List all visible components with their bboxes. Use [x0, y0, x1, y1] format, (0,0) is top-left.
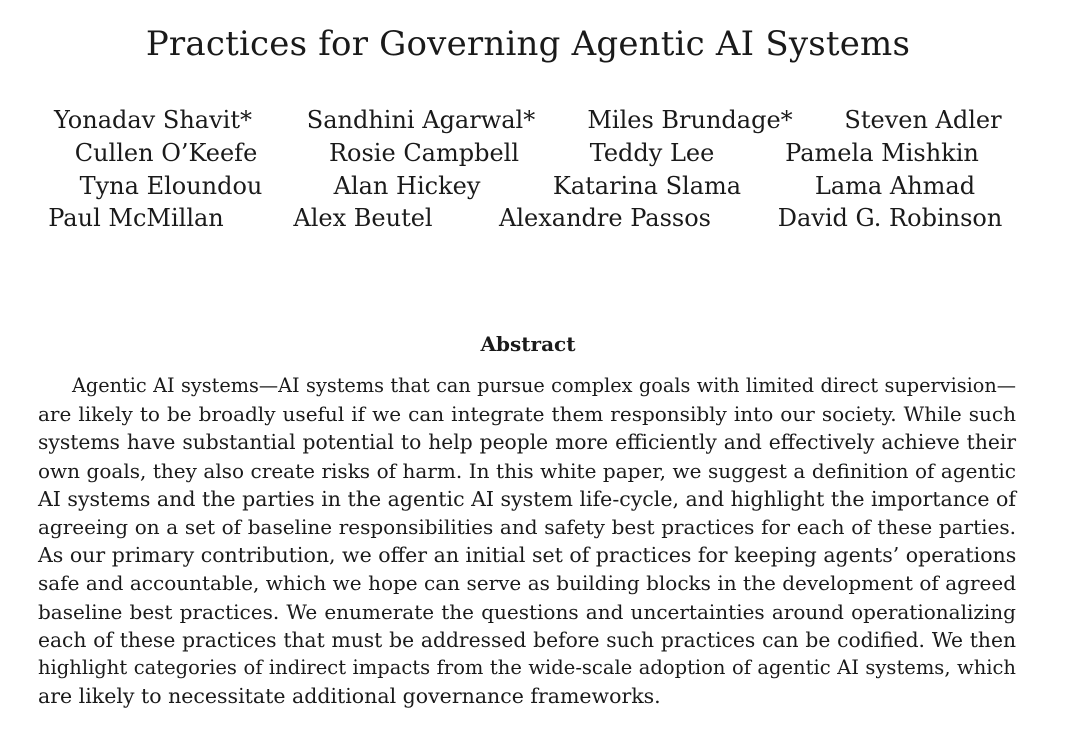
author-name: Teddy Lee: [589, 139, 715, 167]
author-name: Pamela Mishkin: [785, 139, 979, 167]
author-name: Yonadav Shavit*: [54, 106, 252, 134]
abstract-body: [38, 372, 1016, 710]
author-name: Alex Beutel: [293, 204, 433, 232]
abstract-line: As our primary contribution, we offer an initial set of practices for keeping agents’ operations: [38, 543, 1017, 568]
abstract-line: are likely to necessitate additional governance frameworks.: [38, 684, 661, 709]
author-name: Alexandre Passos: [499, 204, 711, 232]
abstract-line: systems have substantial potential to help people more efficiently and effectively achieve their: [38, 430, 1016, 455]
author-name: Lama Ahmad: [814, 172, 976, 200]
author-name: Miles Brundage*: [587, 106, 793, 134]
abstract-line: Agentic AI systems—AI systems that can pursue complex goals with limited direct supervision—: [72, 374, 1016, 397]
abstract-line: safe and accountable, which we hope can serve as building blocks in the development of agreed: [38, 571, 1016, 596]
author-name: Tyna Eloundou: [79, 172, 263, 200]
author-name: Cullen O’Keefe: [74, 139, 258, 167]
abstract-line: highlight categories of indirect impacts from the wide-scale adoption of agentic AI systems, which: [38, 655, 1016, 679]
author-row: [0, 137, 1080, 169]
author-name: Steven Adler: [844, 106, 1002, 134]
abstract-line: AI systems and the parties in the agentic AI system life-cycle, and highlight the importance of: [38, 486, 1016, 511]
abstract-line: each of these practices that must be addressed before such practices can be codified. We then: [38, 627, 1016, 652]
paper-title: Practices for Governing Agentic AI Systems: [145, 24, 911, 64]
author-list: [0, 104, 1080, 244]
author-name: Sandhini Agarwal*: [306, 106, 536, 134]
abstract-line: baseline best practices. We enumerate the questions and uncertainties around operationalizing: [38, 599, 1016, 624]
author-row: [0, 202, 1080, 234]
abstract-heading: Abstract: [480, 332, 576, 356]
abstract-line: agreeing on a set of baseline responsibilities and safety best practices for each of these parties.: [38, 514, 1016, 539]
author-row: [0, 104, 1080, 136]
abstract-line: are likely to be broadly useful if we can integrate them responsibly into our society. While such: [38, 402, 1016, 427]
author-name: David G. Robinson: [777, 204, 1003, 232]
author-name: Rosie Campbell: [328, 139, 520, 167]
abstract-line: own goals, they also create risks of harm. In this white paper, we suggest a definition of agentic: [38, 458, 1016, 483]
author-name: Katarina Slama: [552, 172, 742, 200]
author-row: [0, 170, 1080, 202]
author-name: Paul McMillan: [48, 204, 224, 232]
author-name: Alan Hickey: [333, 172, 481, 200]
